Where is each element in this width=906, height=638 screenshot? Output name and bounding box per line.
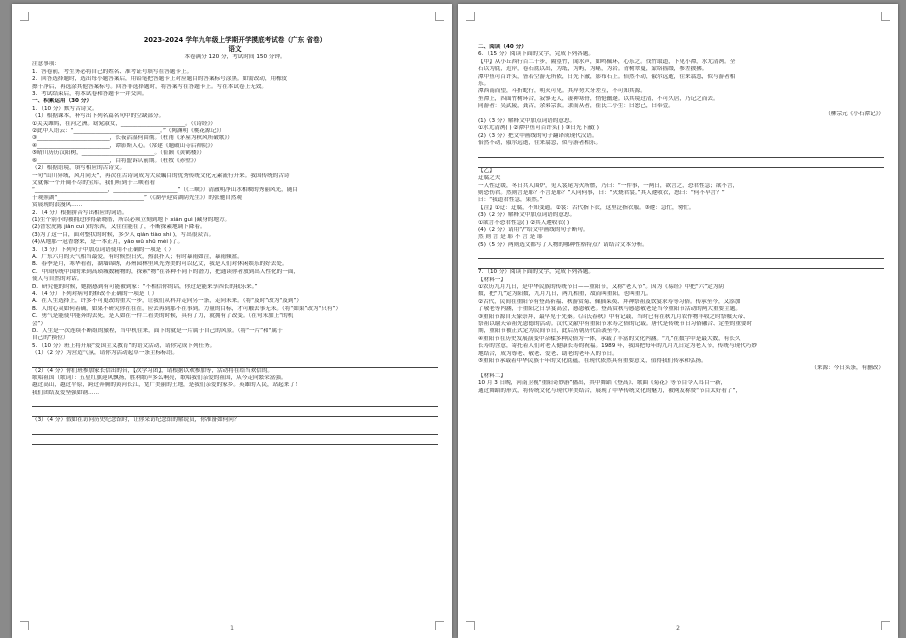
- page-corner-mark: [881, 12, 890, 21]
- text-line: 同游者：吴武陵，龚古，余弟宗玄。隶而从者，崔氏二小生：曰恕己，曰奉壹。: [478, 103, 674, 110]
- doc-title: 2023-2024 学年九年级上学期开学摸底考试卷（广东 省卷）: [143, 36, 327, 44]
- text-line: （2）（4 分）你们班参加家长信出的台，【次学习团】，请根据以欢参加等，活动将在给当欢信的。: [32, 367, 274, 374]
- text-line: 然 则 言 是 耶 不 言 是 耶: [478, 234, 543, 241]
- text-line: 文就像一个开阔不尽的宝库，我们听到于三峡看看: [32, 179, 156, 186]
- text-line: 3．（3 分）下列句子中加点词语使用不正确的一项是（ ）: [32, 246, 175, 253]
- text-line: 赏展现的浪漫风……: [32, 202, 83, 209]
- text-line: ③重阳节源自天象崇拜，最早见于先秦。《吕氏春秋》中有记载，当时已有在秋九月农作物丰收之时祭飨天帝、: [478, 313, 749, 320]
- text-line: 1．（10 分）默写古诗文。: [32, 105, 98, 112]
- page-corner-mark: [435, 12, 444, 21]
- page-corner-mark: [20, 12, 29, 21]
- text-line: (4)从地那一冠香磬来，是一本正月，yǎo wǔ shū mèi )了。: [32, 239, 184, 246]
- text-line: ①关关雎鸠，在河之洲。窈窕淑女，_______________________。（《诗经》）: [32, 120, 217, 127]
- page-1-text: [32, 36, 438, 445]
- text-line: B．春季是月，寒华看看，湖墙锦绣，苏州园林里风光秀美的可以亿丈，我是人们对休闲娱乐的好去处。: [32, 261, 288, 268]
- text-line: （1）根据课本，补写出下列名篇名句中的空缺部分。: [32, 113, 165, 120]
- text-line: （来源：今日头条，有删改）: [811, 365, 884, 372]
- text-line: 5．（10 分）班上将开展“爱国主义教育”的语文活动，请你完成下列任务。: [32, 342, 216, 349]
- text-line: 期，重阳节被正式定为民间节日，此后历朝历代沿袭至今。: [478, 328, 624, 335]
- text-line: (3)（2 分）解释文中加点词语的意思。: [478, 212, 576, 219]
- answer-line: [32, 397, 438, 407]
- text-line: 佁然不动，俶尔远逝，往来翕忽，似与游者相乐。: [478, 140, 602, 147]
- text-line: 坐潭上，四面竹树环合，寂寥无人，凄神寒骨，悄怆幽邃。以其境过清，不可久居，乃记之而去。: [478, 95, 719, 102]
- page-2-text: [478, 44, 884, 395]
- text-line: A．广东六月的天气相当最爱，有时候烈日火，热浪扑人；有时暴雨如注，暴雨倾盆。: [32, 253, 243, 260]
- text-line: 3．考试结束后，将本试卷和答题卡一并交回。: [32, 91, 148, 98]
- text-line: 祭祖以谢天帝祖先恩德的活动。汉代文献中有重阳节求寿之俗的记载。唐代是传统节日习俗融合、定型的重要时: [478, 321, 753, 327]
- text-line: 一句“山川异域，风月同天”，再次在古诗词成为大众瞩目的优秀传统文化元素流行开来。我国传统的古诗: [32, 172, 290, 179]
- text-line: 6．（15 分）阅读下面的文字，完成下列各题。: [478, 51, 594, 58]
- text-line: 【材料一】: [478, 276, 506, 283]
- text-line: 4．（4 分）下列对病句的修改不正确的一项是（ ）: [32, 291, 158, 297]
- answer-line: [478, 259, 884, 269]
- text-line: ②古代，民间在重阳节有登高祈福、秋游赏菊、佩插茱萸、拜神祭祖及饮宴求寿等习俗。传承至今，又添加: [478, 298, 741, 305]
- text-line: (2)晋宏虎陈 jiǎn cuì )的东西，又往往能在了，不断探素地调下降着。: [32, 224, 206, 231]
- answer-line: [478, 148, 884, 158]
- text-line: ①水尤清冽( ) ②潭中鱼可百许头( ) ③日光下澈( ): [478, 125, 599, 132]
- text-line: 越过高山，越过平原，跨过奔腾的黄河长江，宽广美丽的土地，是我们亲爱的家乡。英雄的人民，站起来了！: [32, 382, 301, 389]
- text-line: 歌唱祖国（歌词）：五星红旗迎风飘扬，胜利歌声多么响亮，歌唱我们亲爱的祖国，从今走向繁荣富强。: [32, 375, 287, 382]
- text-line: 擦干净后，再选涂其他答案标号。回答非选择题时，将答案写在答题卡上。写在本试卷上无效。: [32, 83, 267, 90]
- text-line: (3)为了这一目，面对整状的时候，多少人 qián tiào shi )，写出很众吉。: [32, 231, 215, 238]
- text-line: 地结合，成为尊老、敬老、爱老、助老的老年人的节日。: [478, 350, 618, 357]
- text-line: ①农历九月九日，是中华民族的传统节日——重阳节，又称“老人节”。因为《易经》中把“六”定为阴: [478, 283, 724, 290]
- answer-line: [478, 249, 884, 259]
- text-line: 我们团结友爱坚强如钢……: [32, 389, 100, 396]
- text-line: (1)（3 分）解释文中加点词语的意思。: [478, 118, 576, 125]
- text-line: 则恐伤君。然则言是耶？不言是耶？”人问何事，曰：“火烧君裳。”其人遽收衣，怒曰：“何不早言？”: [478, 189, 725, 196]
- text-line: B．人的心灵如何着确，如果不研究你在在在，应去再到那不在事到。力量的目标，才可触去事无未。（将“如果”改为“只有”）: [32, 305, 342, 312]
- text-line: 会”）: [32, 320, 47, 327]
- text-line: 2．（4 分）根据拼音写出相应的词语。: [32, 209, 128, 216]
- text-line: ④__________________________，谭影斯人心。（常建《题破山寺后禅院》）: [32, 142, 217, 149]
- text-line: 【乙】: [478, 167, 495, 174]
- text-line: 一人性迂缓，冬日共人围炉，见人裳尾为火所燃，乃曰：“一件事，一两日，欲言之，恐君性急；欲不言，: [478, 182, 739, 189]
- text-line: ③__________________________，长夜沾湿何由彻。（杜甫《茅屋为秋风所破歌》）: [32, 135, 233, 142]
- text-line: 【甲】从小丘西行百二十步，隔篁竹，闻水声，如鸣佩环，心乐之。伐竹取道，下见小潭，水尤清冽。全: [478, 58, 736, 65]
- answer-line: [32, 358, 438, 368]
- section-heading: 一、积累运用（30 分）: [32, 98, 93, 105]
- text-line: 本卷满分 120 分，考试时间 150 分钟。: [184, 54, 286, 60]
- text-line: 石以为底，近岸，卷石底以出，为坻，为屿，为嵁，为岩。青树翠蔓，蒙络摇缀，参差披拂。: [478, 66, 708, 73]
- text-line: ⑤晴川历历汉阳树，__________________________。（崔颢《黄鹤楼》）: [32, 150, 205, 157]
- text-line: 乐。: [478, 81, 490, 88]
- text-line: 迂腐之夫: [478, 175, 501, 182]
- text-line: A．在人生选择上，许多不可更改的重大一步，让我们从科并走向另一条，走向未来。（将“及时”改为“及到”）: [32, 298, 302, 305]
- text-line: 7．（10 分）阅读下面的文字，完成下列各题。: [478, 269, 594, 276]
- text-line: 数，把“九”定为阳数，九月九日，两九相重，故而叫重阳，也叫重九。: [478, 291, 652, 298]
- text-line: 曰：“我道君性急，果然。”: [478, 197, 543, 204]
- section-heading: 二、阅读（40 分）: [478, 44, 527, 50]
- text-line: (1)生个别小的被拥过你得豪晓厝，所以必须立刻到地下 xián guì )藏身的地方。: [32, 216, 231, 223]
- text-line: (2)（3 分）把文中画线的句子翻译成现代汉语。: [478, 132, 598, 139]
- answer-line: [32, 425, 438, 435]
- text-line: 潭中鱼可百许头，皆若空游无所依，日光下澈，影布石上。佁然不动，俶尔远逝，往来翕忽，似与游者相: [478, 73, 736, 80]
- text-line: 长寿的含意，寄托着人们对老人健康长寿的祝福。1989 年，我国把每年的九月九日定为老人节，传统与现代巧妙: [478, 343, 757, 350]
- text-line: 于观照湖“_______________________________”（《湖亭迎赏湖阴先生》）的张驰自然观: [32, 194, 242, 201]
- text-line: （柳宗元《小石潭记》）: [825, 110, 884, 117]
- document-page-1: [12, 4, 452, 638]
- page-number: 1: [230, 625, 234, 632]
- text-line: C．中国传统中国的来到高琐城数精物的，探索“物”在各种不同下的潜力，把通读你者放到出人性化的一面，: [32, 268, 300, 275]
- text-line: 【材料二】: [478, 372, 506, 379]
- text-line: “__________________________，_______________________”（《三峡》）清澈明净山水相映的秀丽风光，随目: [32, 187, 298, 194]
- text-line: （1）（2 分）为营造气氛，请你为活动起草一条主标标语。: [32, 350, 178, 357]
- text-line: （3）（4 分）假如在访问历史纪念馆时，让你采访纪念馆的解说员，你准备如何问？: [32, 417, 240, 424]
- text-line: ④重阳节在历史发展演变中杂糅多种民俗为一体，承载了丰富的文化内涵。“九”在数字中是最大数，有长久: [478, 335, 741, 342]
- text-line: ①欲言不恐君性急( ) ②其人遽收衣( ): [478, 219, 570, 226]
- text-line: (4)（2 分）请用“/”给文中画线的句子断句。: [478, 226, 589, 233]
- text-line: C．勇气是能使中能奔的去死，是人如在一件二看美的时候，具有了力，就拥有了改变。（在句末加上“的机: [32, 313, 294, 320]
- text-line: ②此中人语云：“_______________________________。”（陶渊明《桃花源记》）: [32, 128, 225, 135]
- text-line: (5)（5 分）两则选文都写了人物的哪种性格特点？请结合文本分析。: [478, 241, 648, 248]
- text-line: 潭西南而望，斗折蛇行，明灭可见。其岸势犬牙差互，不可知其源。: [478, 88, 646, 95]
- document-page-2: [458, 4, 898, 638]
- page-corner-mark: [466, 12, 475, 21]
- text-line: 了敬老等内涵，于重阳之日享宴高会，感恩敬老。登高赏秋与感恩敬老是当今重阳节活动的两大重要主题。: [478, 306, 741, 313]
- answer-line: [32, 435, 438, 445]
- text-line: ⑥__________________________，白将盟诉认前期。（杜牧《赤壁》）: [32, 157, 200, 164]
- text-line: 通过舞蹈的形式，将传统文化与现代审美结合，展现了中华传统文化的魅力，被网友称赞“节目太好看了”，: [478, 387, 742, 394]
- answer-line: [478, 158, 884, 168]
- text-line: ⑤重阳节承载着中华民族千年的文化底蕴，在现代依然具有重要意义，值得我们传承和弘扬。: [478, 358, 707, 365]
- text-line: 自己的”换位）: [32, 335, 69, 342]
- page-number: 2: [676, 625, 680, 632]
- text-line: D．人生是一次连续不断组的旅程，当中机往来，面下的就是一片属于自己的风景。（将“一片”和“属于: [32, 328, 283, 335]
- text-line: 【注】①迂：迂腐，不知变通。②裳：古代指下衣，这里泛指衣服。③遽：急忙，匆忙。: [478, 204, 695, 211]
- answer-line: [32, 407, 438, 417]
- text-line: 2．回答选择题时，选出每小题答案后，用铅笔把答题卡上对应题目的答案标号涂黑。如需改动，用橡皮: [32, 76, 288, 83]
- doc-title: 语文: [228, 45, 242, 53]
- text-line: D．研究他的时候，她据感到有可能被到家：“不相信你的话，你过是能来享四长的我乐来。”: [32, 283, 258, 290]
- text-line: 1．答卷前，考生务必将自己的姓名、准考证号填写在答题卡上。: [32, 68, 193, 75]
- text-line: 注意事项：: [32, 61, 60, 68]
- text-line: 使人与自然的对话。: [32, 276, 83, 283]
- text-line: （2）根据语境，填写相应的古诗文。: [32, 165, 126, 172]
- text-line: 10 月 3 日晚，河南卫视“重阳奇妙游”播出，其中舞蹈《登高》、歌曲《菊花》等节目令人耳目一新，: [478, 380, 727, 387]
